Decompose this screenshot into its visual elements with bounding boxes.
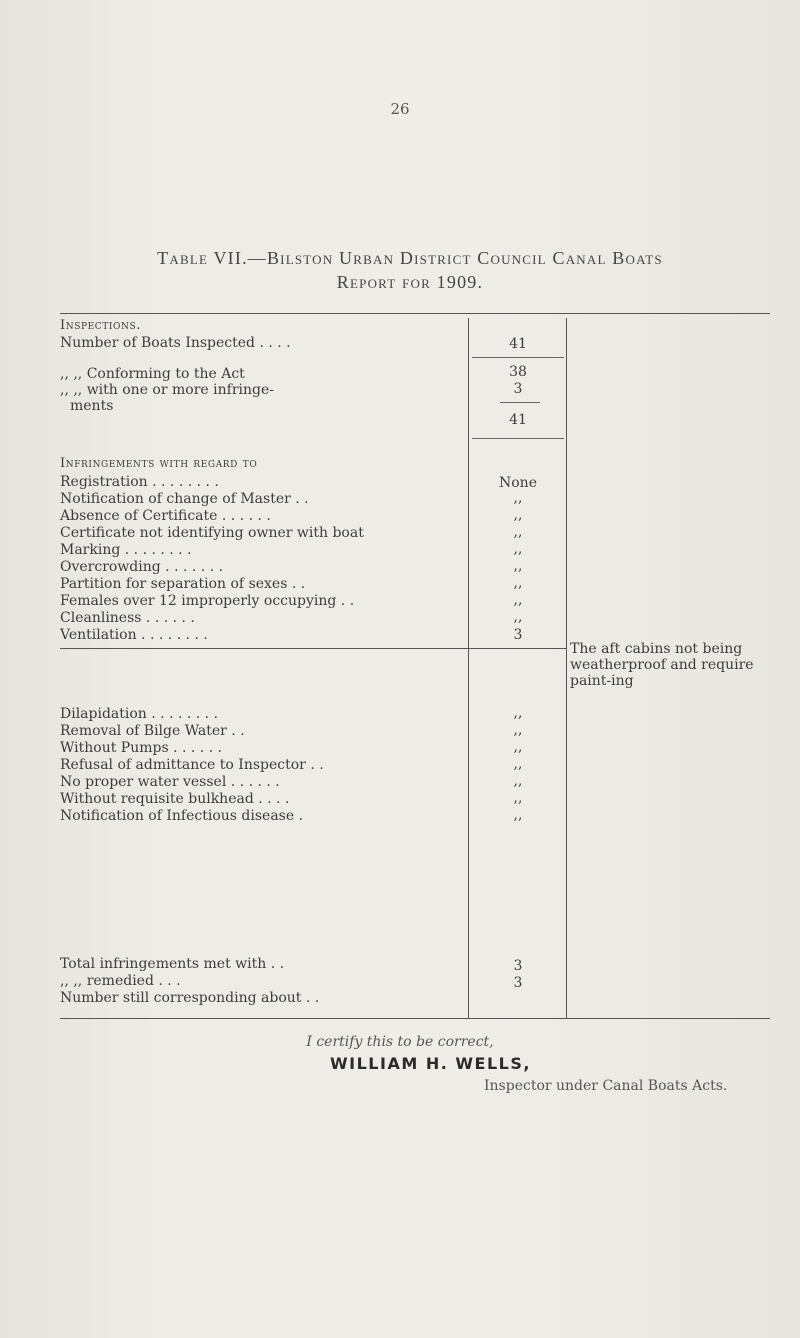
inspection-total: 41 bbox=[509, 412, 527, 428]
table-bottom-rule bbox=[60, 1018, 770, 1019]
infringement-row: Ventilation . . . . . . . . bbox=[60, 627, 208, 643]
infringement-value: ,, bbox=[513, 739, 523, 755]
table-title-line2: Report for 1909. bbox=[336, 272, 484, 292]
infringement-value: ,, bbox=[513, 756, 523, 772]
inspector-name: WILLIAM H. WELLS, bbox=[330, 1054, 531, 1073]
infringement-value: None bbox=[499, 475, 537, 491]
infringement-row: Certificate not identifying owner with boat bbox=[60, 525, 364, 541]
infringement-value: ,, bbox=[513, 490, 523, 506]
inspections-heading: Inspections. bbox=[60, 318, 141, 333]
inspection-row: ,, ,, with one or more infringe- bbox=[60, 382, 274, 398]
ventilation-note: The aft cabins not being weatherproof and require paint-ing bbox=[570, 641, 754, 689]
subtotal-rule bbox=[500, 402, 540, 403]
infringement-row: Removal of Bilge Water . . bbox=[60, 723, 245, 739]
infringement-row: Absence of Certificate . . . . . . bbox=[60, 508, 271, 524]
infringement-value: ,, bbox=[513, 592, 523, 608]
infringement-row: No proper water vessel . . . . . . bbox=[60, 774, 280, 790]
infringement-row: Without Pumps . . . . . . bbox=[60, 740, 223, 756]
infringement-row: Notification of Infectious disease . bbox=[60, 808, 304, 824]
infringement-row: Marking . . . . . . . . bbox=[60, 542, 192, 558]
page-number: 26 bbox=[390, 100, 410, 118]
infringement-value: 3 bbox=[513, 627, 523, 643]
totals-row: ,, ,, remedied . . . bbox=[60, 973, 181, 989]
infringement-value: ,, bbox=[513, 507, 523, 523]
infringement-row: Notification of change of Master . . bbox=[60, 491, 309, 507]
totals-row: Number still corresponding about . . bbox=[60, 990, 320, 1006]
table-top-rule bbox=[60, 313, 770, 314]
infringement-value: ,, bbox=[513, 722, 523, 738]
inspection-value: 38 bbox=[509, 364, 527, 380]
totals-row: Total infringements met with . . bbox=[60, 956, 285, 972]
column-divider-right bbox=[566, 318, 567, 1018]
inspection-value: 41 bbox=[509, 336, 527, 352]
infringement-value: ,, bbox=[513, 807, 523, 823]
infringement-row: Dilapidation . . . . . . . . bbox=[60, 706, 219, 722]
infringement-value: ,, bbox=[513, 558, 523, 574]
table-title-line1: Table VII.—Bilston Urban District Council Canal Boats bbox=[157, 248, 663, 268]
infringement-row: Refusal of admittance to Inspector . . bbox=[60, 757, 324, 773]
inspection-value: 3 bbox=[513, 381, 523, 397]
inspection-row: ments bbox=[70, 398, 114, 414]
infringement-row: Females over 12 improperly occupying . . bbox=[60, 593, 355, 609]
infringement-row: Partition for separation of sexes . . bbox=[60, 576, 306, 592]
infringement-value: ,, bbox=[513, 524, 523, 540]
ventilation-rule bbox=[60, 648, 566, 649]
infringements-heading: Infringements with regard to bbox=[60, 456, 258, 471]
infringement-value: ,, bbox=[513, 790, 523, 806]
column-divider-left bbox=[468, 318, 469, 1018]
inspection-row: ,, ,, Conforming to the Act bbox=[60, 366, 245, 382]
totals-value: 3 bbox=[513, 975, 523, 991]
inspector-role: Inspector under Canal Boats Acts. bbox=[484, 1078, 728, 1094]
infringement-row: Overcrowding . . . . . . . bbox=[60, 559, 224, 575]
section-rule bbox=[472, 438, 564, 439]
subtotal-rule bbox=[472, 357, 564, 358]
table-title bbox=[60, 246, 760, 294]
infringement-value: ,, bbox=[513, 773, 523, 789]
inspection-row: Number of Boats Inspected . . . . bbox=[60, 335, 291, 351]
infringement-value: ,, bbox=[513, 705, 523, 721]
infringement-row: Without requisite bulkhead . . . . bbox=[60, 791, 290, 807]
certification-text: I certify this to be correct, bbox=[306, 1034, 494, 1050]
infringement-value: ,, bbox=[513, 575, 523, 591]
infringement-value: ,, bbox=[513, 541, 523, 557]
infringement-value: ,, bbox=[513, 609, 523, 625]
infringement-row: Cleanliness . . . . . . bbox=[60, 610, 195, 626]
infringement-row: Registration . . . . . . . . bbox=[60, 474, 219, 490]
totals-value: 3 bbox=[513, 958, 523, 974]
